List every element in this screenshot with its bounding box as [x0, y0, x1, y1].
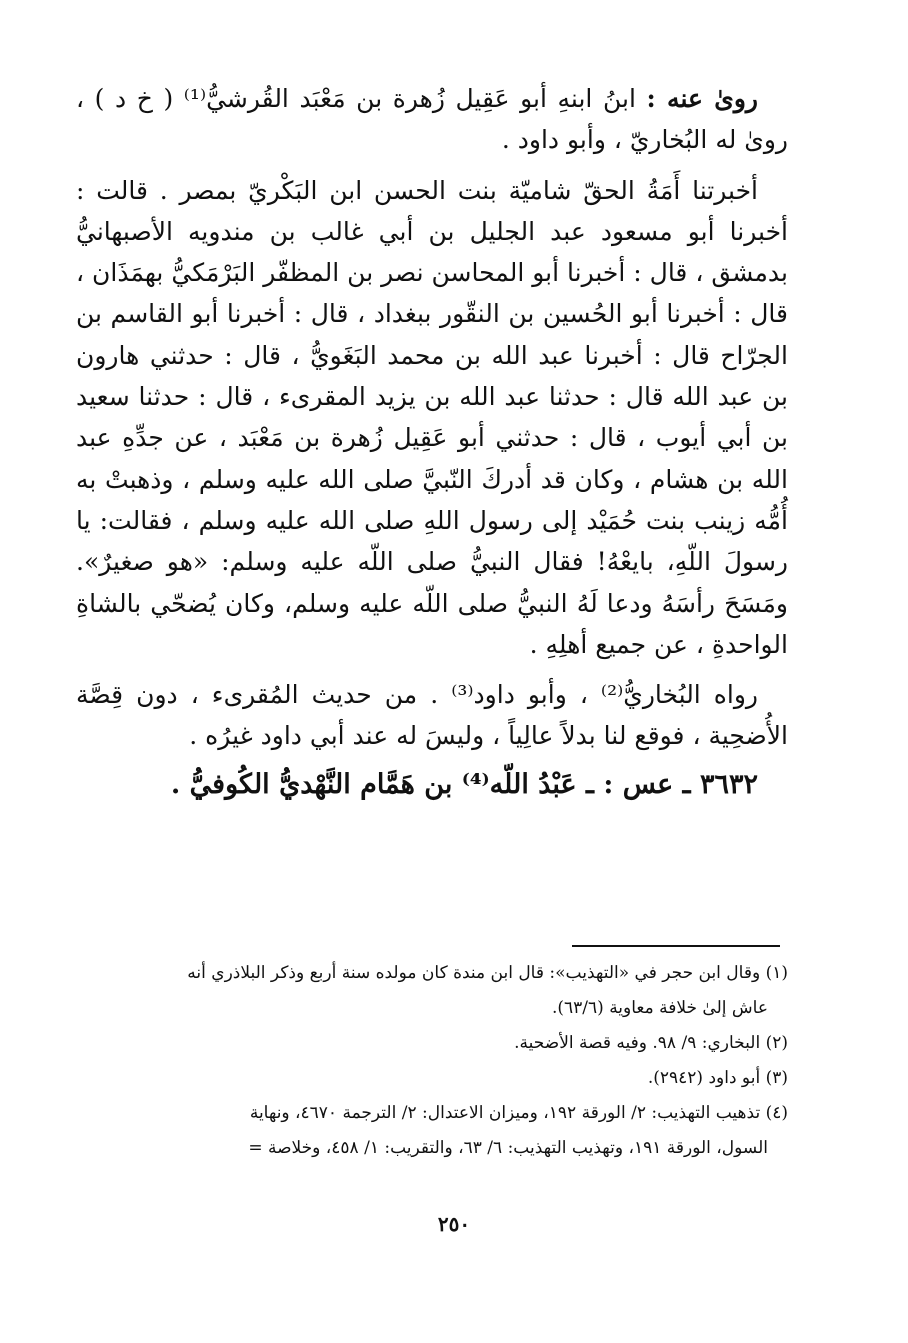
footnote-1: (١) وقال ابن حجر في «التهذيب»: قال ابن مندة كان مولده سنة أربع وذكر البلاذري أنه [187, 963, 788, 983]
main-text [76, 78, 788, 807]
narrated-from-text: ابنُ ابنهِ أبو عَقِيل زُهرة بن مَعْبَد القُرشيُّ⁽¹⁾ ( خ د ) ، روىٰ له البُخاريّ ، وأبو داود . [76, 84, 788, 155]
takhrij-paragraph: رواه البُخاريُّ⁽²⁾ ، وأبو داود⁽³⁾ . من حديث المُقرىء ، دون قِصَّة الأُضحِية ، فوقع لنا بدلاً عالِياً ، وليسَ له عند أبي داود غيرُه . [76, 680, 788, 751]
footnote-4-continued: السول، الورقة ١٩١، وتهذيب التهذيب: ٦/ ٦٣، والتقريب: ١/ ٤٥٨، وخلاصة = [248, 1138, 768, 1158]
footnotes [76, 956, 788, 1166]
footnote-3: (٣) أبو داود (٢٩٤٢). [647, 1068, 788, 1088]
footnote-4: (٤) تذهيب التهذيب: ٢/ الورقة ١٩٢، وميزان الاعتدال: ٢/ الترجمة ٤٦٧٠، ونهاية [249, 1103, 788, 1123]
biography-entry-heading: ٣٦٣٢ ـ عس : ـ عَبْدُ اللّه⁽⁴⁾ بن هَمَّام النَّهْديُّ الكُوفيُّ . [170, 768, 758, 800]
footnote-2: (٢) البخاري: ٩/ ٩٨. وفيه قصة الأضحية. [514, 1033, 788, 1053]
narrators-paragraph [76, 78, 788, 161]
page-number: ٢٥٠ [437, 1212, 471, 1236]
footnote-separator [572, 945, 780, 947]
footnote-1-continued: عاش إلىٰ خلافة معاوية (٦٣/٦). [551, 998, 768, 1018]
narrated-from-label: روىٰ عنه : [646, 84, 758, 113]
hadith-paragraph: أخبرتنا أَمَةُ الحقّ شاميّة بنت الحسن ابن البَكْريّ بمصر . قالت : أخبرنا أبو مسعود عبد الجليل بن أبي غالب بن مندويه الأصبهانيُّ بدمشق ، قال : أخبرنا أبو المحاسن نصر بن المظفّر البَرْمَكيُّ بهمَذَان ، قال : أخبرنا أبو الحُسين بن النقّور ببغداد ، قال : أخبرنا أبو القاسم بن الجرّاح قال : أخبرنا عبد الله بن محمد البَغَويُّ ، قال : حدثني هارون بن عبد الله قال : حدثنا عبد الله بن يزيد المقرىء ، قال : حدثنا سعيد بن أبي أيوب ، قال : حدثني أبو عَقِيل زُهرة بن مَعْبَد ، عن جدِّهِ عبد الله بن هشام ، وكان قد أدركَ النّبيَّ صلى الله عليه وسلم ، وذهبتْ به أُمُّه زينب بنت حُمَيْد إلى رسول اللهِ صلى الله عليه وسلم ، فقالت: يا رسولَ اللّهِ، بايعْهُ! فقال النبيُّ صلى اللّه عليه وسلم: «هو صغيرٌ». ومَسَحَ رأسَهُ ودعا لَهُ النبيُّ صلى اللّه عليه وسلم، وكان يُضحّي بالشاةِ الواحدةِ ، عن جميع أهلِهِ . [76, 175, 788, 659]
